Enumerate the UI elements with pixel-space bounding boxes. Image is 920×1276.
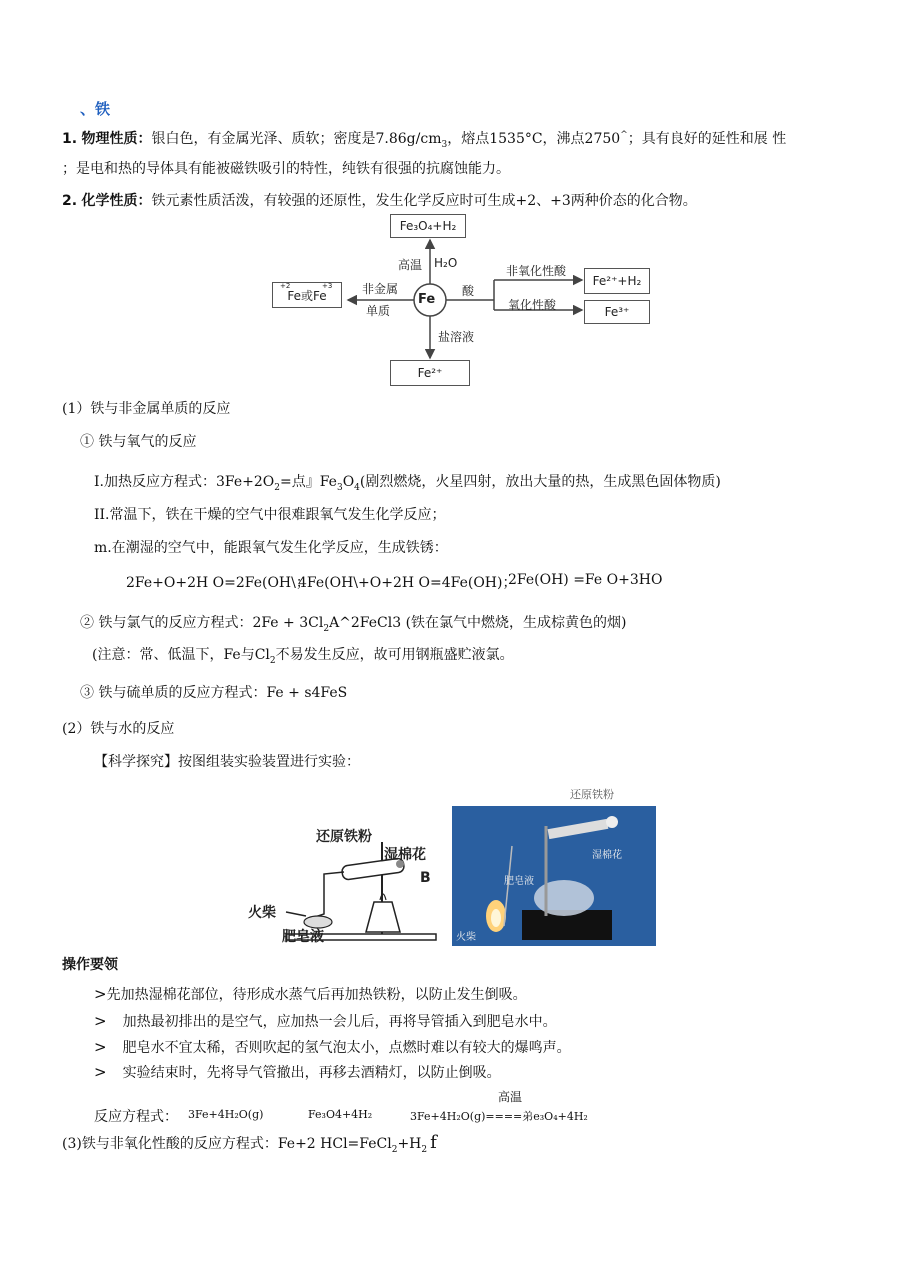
physical-properties-line2: ；是电和热的导体具有能被磁铁吸引的特性，纯铁有很强的抗腐蚀能力。 bbox=[62, 161, 510, 177]
s1-sub-b-sub: 2 bbox=[323, 623, 330, 634]
s1-i1-b: =点』Fe bbox=[279, 474, 337, 490]
fig-left-b-label: B bbox=[420, 870, 431, 886]
reaction-label: 反应方程式： bbox=[94, 1109, 178, 1125]
reaction-c: 3Fe+4H₂O(g)====弟e₃O₄+4H₂ bbox=[410, 1110, 588, 1123]
fig-right-cotton-label: 湿棉花 bbox=[592, 850, 622, 861]
s1-eq-b: 4Fe(OH\+O+2H O=4Fe(OH)； bbox=[298, 575, 517, 591]
diagram-top-label-right: H₂O bbox=[434, 256, 458, 270]
ops-item-1 bbox=[94, 984, 527, 1004]
diagram-top-label-left: 高温 bbox=[398, 258, 423, 272]
s1-eq-a: 2Fe+O+2H O=2Fe(OH\； bbox=[126, 575, 310, 591]
diagram-center-fe: Fe bbox=[418, 292, 436, 307]
physical-text3: ；具有良好的延性和展 性 bbox=[627, 131, 787, 147]
s1-note bbox=[92, 644, 514, 666]
ops-text-1: 先加热湿棉花部位，待形成水蒸气后再加热铁粉，以防止发生倒吸。 bbox=[106, 987, 527, 1003]
physical-sub1: 3 bbox=[441, 139, 448, 150]
diagram-upper-branch-box: Fe²⁺+H₂ bbox=[584, 268, 650, 294]
apparatus-photo bbox=[452, 806, 656, 946]
s1-item3: m.在潮湿的空气中，能跟氧气发生化学反应，生成铁锈： bbox=[94, 540, 448, 556]
s1-item1 bbox=[94, 471, 721, 493]
diagram-left-label-1: 非金属 bbox=[362, 282, 399, 296]
chemical-label: 化学性质： bbox=[81, 193, 152, 209]
ops-text-2: 加热最初排出的是空气，应加热一会儿后，再将导管插入到肥皂水中。 bbox=[122, 1014, 557, 1030]
s3-sub2: 2 bbox=[421, 1144, 428, 1155]
s1-sub-a: ① 铁与氧气的反应 bbox=[80, 434, 197, 450]
s3-tail: f bbox=[430, 1132, 437, 1153]
s1-i1-d: (剧烈燃烧，火星四射，放出大量的热，生成黑色固体物质) bbox=[359, 474, 721, 490]
s1-sub-b-b: A^2FeCl3 (铁在氯气中燃烧，生成棕黄色的烟) bbox=[329, 615, 627, 631]
s1-i1-a: Ⅰ.加热反应方程式：3Fe+2O bbox=[94, 474, 275, 490]
ops-bullet-4: > bbox=[94, 1063, 107, 1081]
diagram-left-sup-b: +3 bbox=[322, 282, 333, 290]
reaction-b: Fe₃O4+4H₂ bbox=[308, 1108, 373, 1121]
s3-text2: +H bbox=[397, 1136, 422, 1152]
ops-bullet-1: > bbox=[94, 985, 107, 1003]
diagram-bottom-label: 盐溶液 bbox=[438, 330, 475, 344]
diagram-left-sup-a: +2 bbox=[280, 282, 291, 290]
fig-left-powder-label: 还原铁粉 bbox=[316, 829, 372, 845]
s2-title: (2）铁与水的反应 bbox=[62, 721, 175, 737]
chemical-text: 铁元素性质活泼，有较强的还原性，发生化学反应时可生成+2、+3两种价态的化合物。 bbox=[151, 193, 697, 209]
diagram-top-box: Fe₃O₄+H₂ bbox=[390, 214, 466, 238]
ops-item-3 bbox=[94, 1037, 571, 1057]
s1-note-a: (注意：常、低温下，Fe与Cl bbox=[92, 647, 270, 663]
diagram-lower-branch-label: 氧化性酸 bbox=[508, 298, 557, 312]
physical-properties-line1 bbox=[62, 128, 786, 150]
s1-i1-sub: 2 bbox=[274, 482, 280, 493]
s2-explore: 【科学探究】按图组装实验装置进行实验： bbox=[94, 754, 360, 770]
diagram-left-label-2: 单质 bbox=[366, 304, 391, 318]
s1-eq-c: 2Fe(OH) =Fe O+3HO bbox=[508, 572, 663, 588]
s1-i1-sub3: 4 bbox=[354, 482, 360, 493]
ops-text-4: 实验结束时，先将导气管撤出，再移去酒精灯，以防止倒吸。 bbox=[122, 1065, 501, 1081]
s1-sub-c: ③ 铁与硫单质的反应方程式：Fe + s4FeS bbox=[80, 685, 348, 701]
physical-num: 1. bbox=[62, 131, 78, 147]
s1-note-sub: 2 bbox=[269, 655, 276, 666]
fig-left-cotton-label: 湿棉花 bbox=[384, 847, 426, 863]
ops-bullet-2: > bbox=[94, 1012, 107, 1030]
apparatus-drawing bbox=[246, 822, 442, 946]
s3-text: (3)铁与非氧化性酸的反应方程式：Fe+2 HCl=FeCl bbox=[62, 1136, 392, 1152]
diagram-bottom-box: Fe²⁺ bbox=[390, 360, 470, 386]
s1-i1-sub2: 3 bbox=[336, 482, 343, 493]
iron-reaction-diagram bbox=[266, 212, 658, 390]
s1-sub-b bbox=[80, 612, 627, 634]
reaction-condition: 高温 bbox=[498, 1090, 523, 1104]
s3-sub: 2 bbox=[391, 1144, 398, 1155]
chemical-num: 2. bbox=[62, 193, 78, 209]
s1-sub-b-a: ② 铁与氯气的反应方程式：2Fe + 3Cl bbox=[80, 615, 324, 631]
diagram-right-label: 酸 bbox=[462, 284, 475, 298]
s3-line bbox=[62, 1132, 437, 1155]
chemical-properties bbox=[62, 190, 697, 210]
ops-bullet-3: > bbox=[94, 1038, 107, 1056]
reaction-line bbox=[94, 1106, 178, 1126]
fig-right-powder-label: 还原铁粉 bbox=[570, 788, 614, 801]
ops-text-3: 肥皂水不宜太稀，否则吹起的氢气泡太小，点燃时难以有较大的爆鸣声。 bbox=[122, 1040, 571, 1056]
fig-right-soap-label: 肥皂液 bbox=[504, 876, 534, 887]
physical-text1: 银白色，有金属光泽、质软；密度是7.86g/cm bbox=[151, 131, 442, 147]
apparatus-photo-svg bbox=[452, 806, 656, 946]
s1-title: (1）铁与非金属单质的反应 bbox=[62, 401, 231, 417]
diagram-upper-branch-label: 非氧化性酸 bbox=[506, 264, 567, 278]
reaction-a: 3Fe+4H₂O(g) bbox=[188, 1108, 264, 1121]
diagram-left-box-text: Fe或Fe bbox=[287, 288, 327, 303]
fig-left-match-label: 火柴 bbox=[248, 905, 276, 921]
s1-i1-c: O bbox=[342, 474, 355, 490]
fig-right-match-label: 火柴 bbox=[456, 932, 476, 943]
ops-item-2 bbox=[94, 1011, 557, 1031]
ops-title: 操作要领 bbox=[62, 957, 118, 973]
s1-item2: II.常温下，铁在干燥的空气中很难跟氧气发生化学反应； bbox=[94, 507, 446, 523]
section-title: 、铁 bbox=[80, 100, 111, 118]
physical-text2: ，熔点1535°C，沸点2750 bbox=[447, 131, 621, 147]
s1-note-b: 不易发生反应，故可用钢瓶盛贮液氯。 bbox=[275, 647, 514, 663]
diagram-lower-branch-box: Fe³⁺ bbox=[584, 300, 650, 324]
fig-left-soap-label: 肥皂液 bbox=[282, 929, 324, 945]
ops-item-4 bbox=[94, 1062, 501, 1082]
physical-label: 物理性质： bbox=[81, 131, 152, 147]
physical-sup1: ^ bbox=[620, 130, 628, 141]
